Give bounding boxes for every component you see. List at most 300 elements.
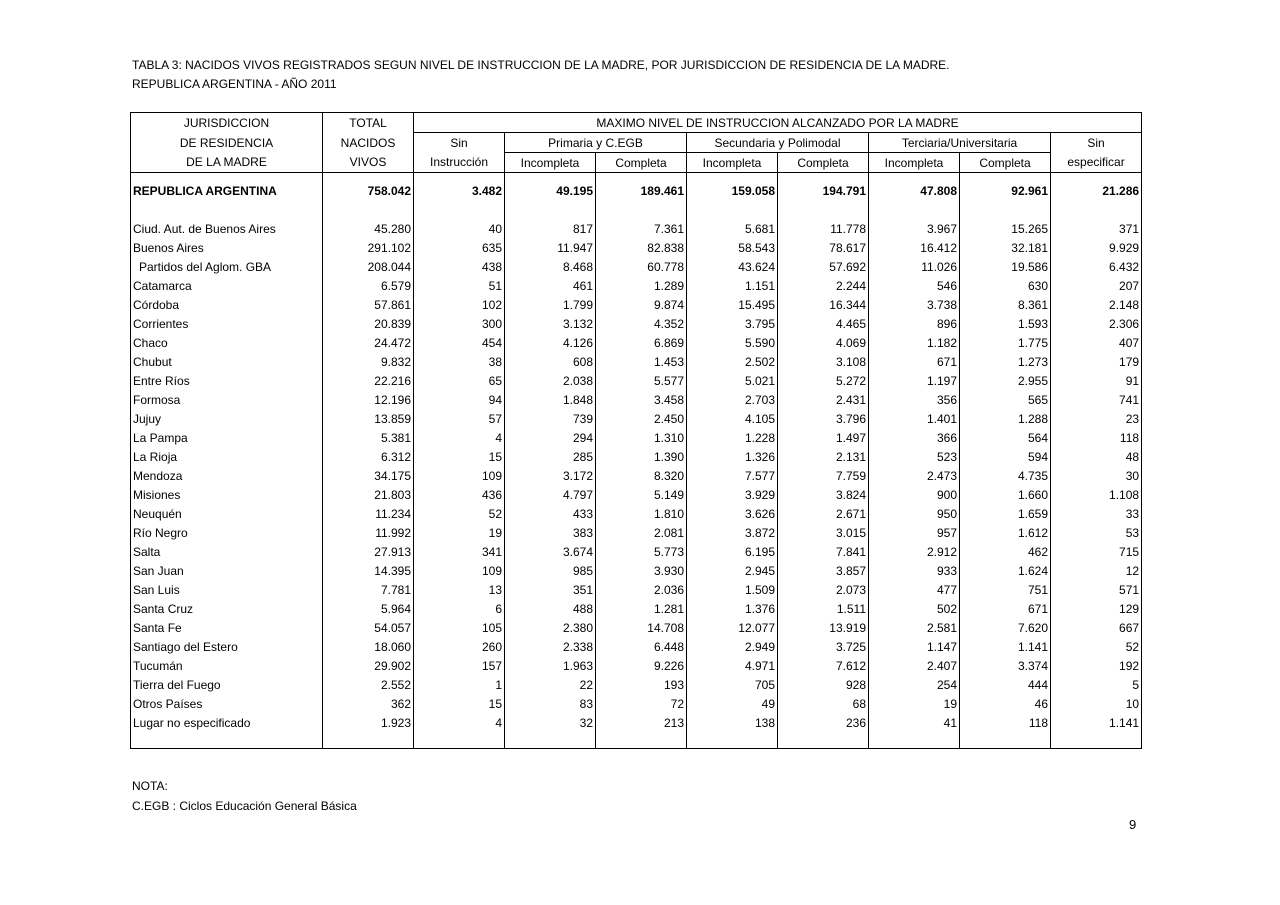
value-cell: 751 [960,580,1051,599]
value-cell: 21.286 [1051,181,1142,200]
value-cell: 900 [869,485,960,504]
value-cell: 4 [414,713,505,732]
value-cell: 27.913 [323,542,414,561]
spacer-cell [960,173,1051,182]
jurisdiction-name: Chubut [131,352,323,371]
value-cell: 436 [414,485,505,504]
value-cell: 2.036 [596,580,687,599]
value-cell: 933 [869,561,960,580]
table-row [131,390,1142,409]
value-cell: 3.725 [778,637,869,656]
value-cell: 3.458 [596,390,687,409]
value-cell: 109 [414,561,505,580]
table-row [131,523,1142,542]
table-row [131,466,1142,485]
value-cell: 407 [1051,333,1142,352]
header-jurisdiccion: JURISDICCION [131,113,323,133]
value-cell: 2.244 [778,276,869,295]
value-cell: 1.593 [960,314,1051,333]
value-cell: 4.352 [596,314,687,333]
value-cell: 58.543 [687,238,778,257]
value-cell: 6 [414,599,505,618]
header-total-2: NACIDOS [323,133,414,153]
table-row [131,295,1142,314]
value-cell: 433 [505,504,596,523]
value-cell: 53 [1051,523,1142,542]
value-cell: 4.069 [778,333,869,352]
value-cell: 7.612 [778,656,869,675]
value-cell: 1 [414,675,505,694]
table-row [131,447,1142,466]
value-cell: 6.195 [687,542,778,561]
value-cell: 15.495 [687,295,778,314]
value-cell: 3.108 [778,352,869,371]
value-cell: 2.073 [778,580,869,599]
value-cell: 985 [505,561,596,580]
value-cell: 12.077 [687,618,778,637]
value-cell: 5.381 [323,428,414,447]
spacer-cell [778,173,869,182]
table-row [131,542,1142,561]
value-cell: 5.773 [596,542,687,561]
value-cell: 3.374 [960,656,1051,675]
value-cell: 3.795 [687,314,778,333]
spacer-cell [505,200,596,219]
value-cell: 950 [869,504,960,523]
value-cell: 351 [505,580,596,599]
value-cell: 159.058 [687,181,778,200]
value-cell: 2.450 [596,409,687,428]
value-cell: 16.412 [869,238,960,257]
value-cell: 1.273 [960,352,1051,371]
spacer-cell [131,732,323,749]
table-row [131,352,1142,371]
value-cell: 1.963 [505,656,596,675]
value-cell: 92.961 [960,181,1051,200]
value-cell: 383 [505,523,596,542]
value-cell: 1.182 [869,333,960,352]
value-cell: 1.497 [778,428,869,447]
value-cell: 928 [778,675,869,694]
value-cell: 571 [1051,580,1142,599]
jurisdiction-name: Corrientes [131,314,323,333]
jurisdiction-name: Tucumán [131,656,323,675]
value-cell: 78.617 [778,238,869,257]
jurisdiction-name: San Luis [131,580,323,599]
spacer-cell [960,732,1051,749]
value-cell: 4.797 [505,485,596,504]
header-row-3 [131,153,1142,173]
table-row [131,637,1142,656]
value-cell: 2.306 [1051,314,1142,333]
value-cell: 2.473 [869,466,960,485]
value-cell: 3.967 [869,219,960,238]
value-cell: 1.612 [960,523,1051,542]
value-cell: 5.681 [687,219,778,238]
value-cell: 4 [414,428,505,447]
spacer-cell [1051,173,1142,182]
value-cell: 57.692 [778,257,869,276]
value-cell: 57 [414,409,505,428]
value-cell: 21.803 [323,485,414,504]
page-number: 9 [1129,817,1137,832]
value-cell: 1.511 [778,599,869,618]
value-cell: 1.775 [960,333,1051,352]
value-cell: 179 [1051,352,1142,371]
jurisdiction-name: Lugar no especificado [131,713,323,732]
header-primaria-incompleta: Incompleta [505,153,596,173]
value-cell: 594 [960,447,1051,466]
value-cell: 1.453 [596,352,687,371]
value-cell: 5 [1051,675,1142,694]
value-cell: 291.102 [323,238,414,257]
spacer-cell [414,200,505,219]
value-cell: 7.577 [687,466,778,485]
value-cell: 57.861 [323,295,414,314]
table-row [131,504,1142,523]
value-cell: 565 [960,390,1051,409]
value-cell: 2.380 [505,618,596,637]
value-cell: 16.344 [778,295,869,314]
value-cell: 1.326 [687,447,778,466]
table-row [131,599,1142,618]
value-cell: 46 [960,694,1051,713]
value-cell: 608 [505,352,596,371]
value-cell: 48 [1051,447,1142,466]
value-cell: 5.272 [778,371,869,390]
header-total-3: VIVOS [323,153,414,173]
spacer-row [131,200,1142,219]
value-cell: 741 [1051,390,1142,409]
value-cell: 102 [414,295,505,314]
value-cell: 236 [778,713,869,732]
value-cell: 15.265 [960,219,1051,238]
value-cell: 2.949 [687,637,778,656]
value-cell: 2.148 [1051,295,1142,314]
value-cell: 83 [505,694,596,713]
header-terciaria-completa: Completa [960,153,1051,173]
value-cell: 20.839 [323,314,414,333]
value-cell: 4.126 [505,333,596,352]
value-cell: 1.147 [869,637,960,656]
jurisdiction-name: La Rioja [131,447,323,466]
value-cell: 300 [414,314,505,333]
jurisdiction-name: Neuquén [131,504,323,523]
spacer-cell [505,173,596,182]
value-cell: 19 [414,523,505,542]
value-cell: 1.141 [960,637,1051,656]
header-sin-especificar: Sin [1051,133,1142,153]
value-cell: 1.390 [596,447,687,466]
value-cell: 22.216 [323,371,414,390]
value-cell: 5.149 [596,485,687,504]
value-cell: 32.181 [960,238,1051,257]
value-cell: 40 [414,219,505,238]
value-cell: 671 [960,599,1051,618]
value-cell: 2.955 [960,371,1051,390]
header-jurisdiccion-2: DE RESIDENCIA [131,133,323,153]
jurisdiction-name: Río Negro [131,523,323,542]
value-cell: 207 [1051,276,1142,295]
table-row [131,694,1142,713]
value-cell: 371 [1051,219,1142,238]
value-cell: 11.234 [323,504,414,523]
spacer-cell [687,173,778,182]
jurisdiction-name: REPUBLICA ARGENTINA [131,181,323,200]
value-cell: 1.141 [1051,713,1142,732]
value-cell: 3.796 [778,409,869,428]
value-cell: 1.848 [505,390,596,409]
spacer-cell [414,173,505,182]
value-cell: 13.859 [323,409,414,428]
value-cell: 4.735 [960,466,1051,485]
value-cell: 9.874 [596,295,687,314]
spacer-cell [596,732,687,749]
spacer-cell [778,200,869,219]
value-cell: 157 [414,656,505,675]
value-cell: 671 [869,352,960,371]
value-cell: 13 [414,580,505,599]
note-label: NOTA: [132,779,168,793]
value-cell: 11.947 [505,238,596,257]
table-row [131,371,1142,390]
value-cell: 8.361 [960,295,1051,314]
value-cell: 43.624 [687,257,778,276]
value-cell: 14.395 [323,561,414,580]
value-cell: 705 [687,675,778,694]
value-cell: 3.132 [505,314,596,333]
value-cell: 13.919 [778,618,869,637]
value-cell: 1.228 [687,428,778,447]
value-cell: 8.320 [596,466,687,485]
value-cell: 1.799 [505,295,596,314]
value-cell: 68 [778,694,869,713]
jurisdiction-name: Jujuy [131,409,323,428]
value-cell: 356 [869,390,960,409]
value-cell: 2.338 [505,637,596,656]
value-cell: 260 [414,637,505,656]
value-cell: 105 [414,618,505,637]
value-cell: 8.468 [505,257,596,276]
value-cell: 15 [414,694,505,713]
table-row [131,333,1142,352]
header-sin-instruccion-2: Instrucción [414,153,505,173]
value-cell: 2.945 [687,561,778,580]
value-cell: 5.577 [596,371,687,390]
value-cell: 523 [869,447,960,466]
value-cell: 2.671 [778,504,869,523]
value-cell: 4.465 [778,314,869,333]
value-cell: 29.902 [323,656,414,675]
value-cell: 4.105 [687,409,778,428]
table-row [131,580,1142,599]
jurisdiction-name: Ciud. Aut. de Buenos Aires [131,219,323,238]
value-cell: 3.857 [778,561,869,580]
value-cell: 2.912 [869,542,960,561]
value-cell: 3.930 [596,561,687,580]
spacer-cell [869,200,960,219]
table-row [131,675,1142,694]
header-terciaria-incompleta: Incompleta [869,153,960,173]
value-cell: 5.021 [687,371,778,390]
value-cell: 2.703 [687,390,778,409]
value-cell: 635 [414,238,505,257]
value-cell: 60.778 [596,257,687,276]
value-cell: 462 [960,542,1051,561]
value-cell: 1.376 [687,599,778,618]
spacer-cell [323,732,414,749]
value-cell: 1.281 [596,599,687,618]
header-sin-instruccion: Sin [414,133,505,153]
spacer-cell [596,173,687,182]
value-cell: 138 [687,713,778,732]
value-cell: 51 [414,276,505,295]
header-primaria-completa: Completa [596,153,687,173]
value-cell: 2.131 [778,447,869,466]
value-cell: 1.923 [323,713,414,732]
value-cell: 477 [869,580,960,599]
spacer-cell [323,173,414,182]
value-cell: 488 [505,599,596,618]
table-row [131,428,1142,447]
value-cell: 739 [505,409,596,428]
spacer-cell [869,732,960,749]
value-cell: 23 [1051,409,1142,428]
value-cell: 18.060 [323,637,414,656]
header-secundaria: Secundaria y Polimodal [687,133,869,153]
value-cell: 3.824 [778,485,869,504]
value-cell: 294 [505,428,596,447]
value-cell: 118 [1051,428,1142,447]
value-cell: 11.026 [869,257,960,276]
jurisdiction-name: Catamarca [131,276,323,295]
value-cell: 91 [1051,371,1142,390]
header-row-1 [131,113,1142,133]
value-cell: 82.838 [596,238,687,257]
value-cell: 444 [960,675,1051,694]
value-cell: 2.581 [869,618,960,637]
value-cell: 254 [869,675,960,694]
value-cell: 817 [505,219,596,238]
jurisdiction-name: Chaco [131,333,323,352]
value-cell: 957 [869,523,960,542]
value-cell: 33 [1051,504,1142,523]
value-cell: 24.472 [323,333,414,352]
jurisdiction-name: La Pampa [131,428,323,447]
value-cell: 2.081 [596,523,687,542]
value-cell: 546 [869,276,960,295]
jurisdiction-name: Salta [131,542,323,561]
value-cell: 4.971 [687,656,778,675]
value-cell: 12.196 [323,390,414,409]
jurisdiction-name: Misiones [131,485,323,504]
table-row [131,713,1142,732]
table-row [131,656,1142,675]
header-jurisdiccion-3: DE LA MADRE [131,153,323,173]
value-cell: 1.288 [960,409,1051,428]
spacer-cell [687,732,778,749]
value-cell: 49 [687,694,778,713]
value-cell: 341 [414,542,505,561]
value-cell: 72 [596,694,687,713]
jurisdiction-name: Partidos del Aglom. GBA [131,257,323,276]
spacer-cell [505,732,596,749]
spacer-cell [1051,200,1142,219]
table-row [131,561,1142,580]
header-terciaria: Terciaria/Universitaria [869,133,1051,153]
spacer-cell [596,200,687,219]
value-cell: 11.992 [323,523,414,542]
value-cell: 2.431 [778,390,869,409]
value-cell: 213 [596,713,687,732]
value-cell: 30 [1051,466,1142,485]
value-cell: 9.832 [323,352,414,371]
jurisdiction-name: Entre Ríos [131,371,323,390]
value-cell: 3.482 [414,181,505,200]
value-cell: 194.791 [778,181,869,200]
value-cell: 715 [1051,542,1142,561]
value-cell: 667 [1051,618,1142,637]
value-cell: 52 [1051,637,1142,656]
jurisdiction-name: Mendoza [131,466,323,485]
jurisdiction-name: Buenos Aires [131,238,323,257]
value-cell: 630 [960,276,1051,295]
value-cell: 52 [414,504,505,523]
spacer-cell [131,200,323,219]
value-cell: 1.810 [596,504,687,523]
jurisdiction-name: Santa Fe [131,618,323,637]
value-cell: 2.407 [869,656,960,675]
value-cell: 6.432 [1051,257,1142,276]
value-cell: 3.929 [687,485,778,504]
spacer-cell [131,173,323,182]
value-cell: 7.841 [778,542,869,561]
value-cell: 193 [596,675,687,694]
value-cell: 19 [869,694,960,713]
value-cell: 1.624 [960,561,1051,580]
value-cell: 564 [960,428,1051,447]
value-cell: 454 [414,333,505,352]
spacer-cell [1051,732,1142,749]
jurisdiction-name: Córdoba [131,295,323,314]
value-cell: 6.312 [323,447,414,466]
table-row [131,219,1142,238]
value-cell: 3.738 [869,295,960,314]
spacer-cell [960,200,1051,219]
value-cell: 208.044 [323,257,414,276]
value-cell: 19.586 [960,257,1051,276]
spacer-cell [869,173,960,182]
value-cell: 41 [869,713,960,732]
table-row [131,485,1142,504]
value-cell: 34.175 [323,466,414,485]
value-cell: 129 [1051,599,1142,618]
note-text: C.EGB : Ciclos Educación General Básica [132,799,357,813]
value-cell: 502 [869,599,960,618]
value-cell: 461 [505,276,596,295]
header-primaria: Primaria y C.EGB [505,133,687,153]
value-cell: 6.448 [596,637,687,656]
value-cell: 32 [505,713,596,732]
table-row [131,257,1142,276]
table-row [131,409,1142,428]
value-cell: 118 [960,713,1051,732]
value-cell: 10 [1051,694,1142,713]
header-secundaria-incompleta: Incompleta [687,153,778,173]
data-table [130,112,1142,749]
value-cell: 14.708 [596,618,687,637]
value-cell: 3.872 [687,523,778,542]
